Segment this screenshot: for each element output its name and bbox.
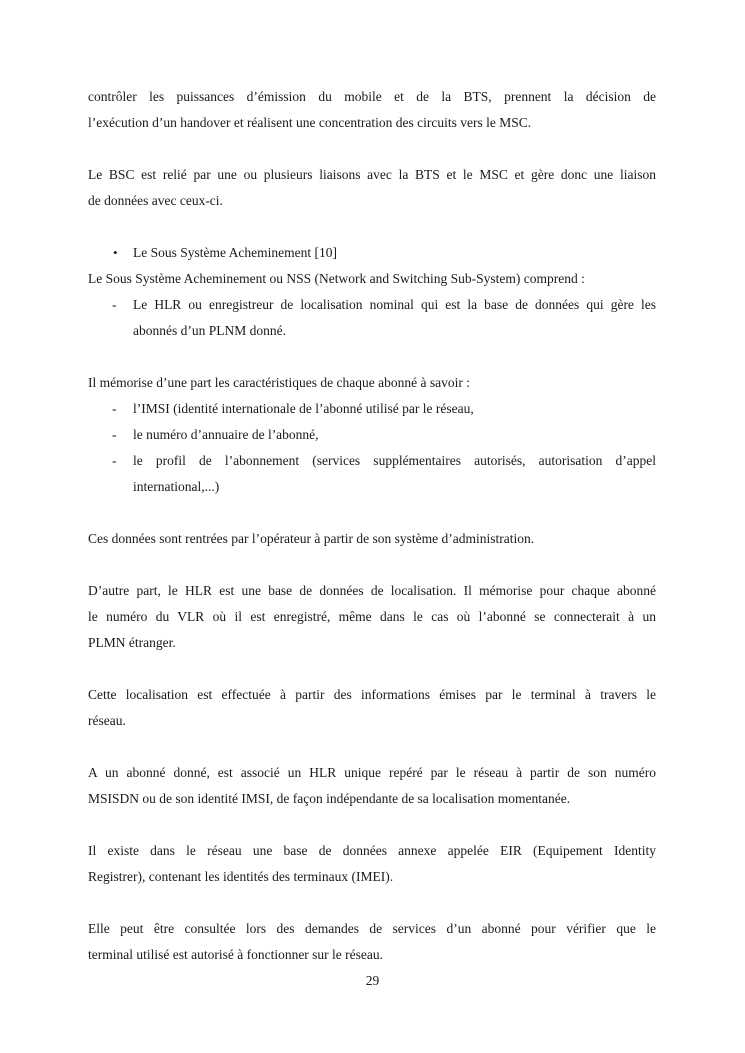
list-item-text: international,...)	[133, 479, 220, 494]
paragraph-text: MSISDN ou de son identité IMSI, de façon indépendante de sa localisation momentanée.	[88, 791, 571, 806]
paragraph-text: terminal utilisé est autorisé à fonctionner sur le réseau.	[88, 947, 384, 962]
list-item-text: abonnés d’un PLNM donné.	[133, 323, 286, 338]
list-item-text: Le HLR ou enregistreur de localisation nominal qui est la base de données qui gère les	[133, 297, 656, 312]
paragraph-text: PLMN étranger.	[88, 635, 176, 650]
paragraph-text: contrôler les puissances d’émission du mobile et de la BTS, prennent la décision de	[88, 89, 656, 104]
paragraph-text: Le Sous Système Acheminement ou NSS (Network and Switching Sub-System) comprend :	[88, 271, 585, 286]
list-item-text: le numéro d’annuaire de l’abonné,	[133, 427, 319, 442]
paragraph-text: Elle peut être consultée lors des demandes de services d’un abonné pour vérifier que le	[88, 921, 656, 936]
paragraph-text: de données avec ceux-ci.	[88, 193, 223, 208]
document-page	[88, 84, 656, 968]
dash-icon: -	[112, 297, 117, 312]
paragraph-text: D’autre part, le HLR est une base de données de localisation. Il mémorise pour chaque abonné	[88, 583, 656, 598]
dash-icon: -	[112, 427, 117, 442]
dash-icon: -	[112, 453, 117, 468]
paragraph-text: Le BSC est relié par une ou plusieurs liaisons avec la BTS et le MSC et gère donc une liaison	[88, 167, 656, 182]
paragraph-text: Registrer), contenant les identités des terminaux (IMEI).	[88, 869, 394, 884]
section-heading-bullet	[88, 240, 656, 266]
paragraph-text: Cette localisation est effectuée à partir des informations émises par le terminal à travers le	[88, 687, 656, 702]
paragraph-text: le numéro du VLR où il est enregistré, même dans le cas où l’abonné se connecterait à un	[88, 609, 656, 624]
list-item	[88, 292, 656, 344]
list-item-text: le profil de l’abonnement (services supplémentaires autorisés, autorisation d’appel	[133, 453, 656, 468]
page-number: 29	[365, 973, 380, 988]
list-item	[88, 422, 656, 448]
dash-icon: -	[112, 401, 117, 416]
paragraph-text: l’exécution d’un handover et réalisent une concentration des circuits vers le MSC.	[88, 115, 532, 130]
paragraph-text: Il existe dans le réseau une base de données annexe appelée EIR (Equipement Identity	[88, 843, 656, 858]
section-heading: Le Sous Système Acheminement [10]	[133, 245, 337, 260]
paragraph-text: réseau.	[88, 713, 126, 728]
bullet-icon: •	[113, 245, 118, 260]
list-item	[88, 396, 656, 422]
list-item-text: l’IMSI (identité internationale de l’abonné utilisé par le réseau,	[133, 401, 474, 416]
paragraph-text: A un abonné donné, est associé un HLR unique repéré par le réseau à partir de son numéro	[88, 765, 656, 780]
paragraph-text: Il mémorise d’une part les caractéristiques de chaque abonné à savoir :	[88, 375, 470, 390]
list-item	[88, 448, 656, 500]
paragraph-text: Ces données sont rentrées par l’opérateur à partir de son système d’administration.	[88, 531, 535, 546]
